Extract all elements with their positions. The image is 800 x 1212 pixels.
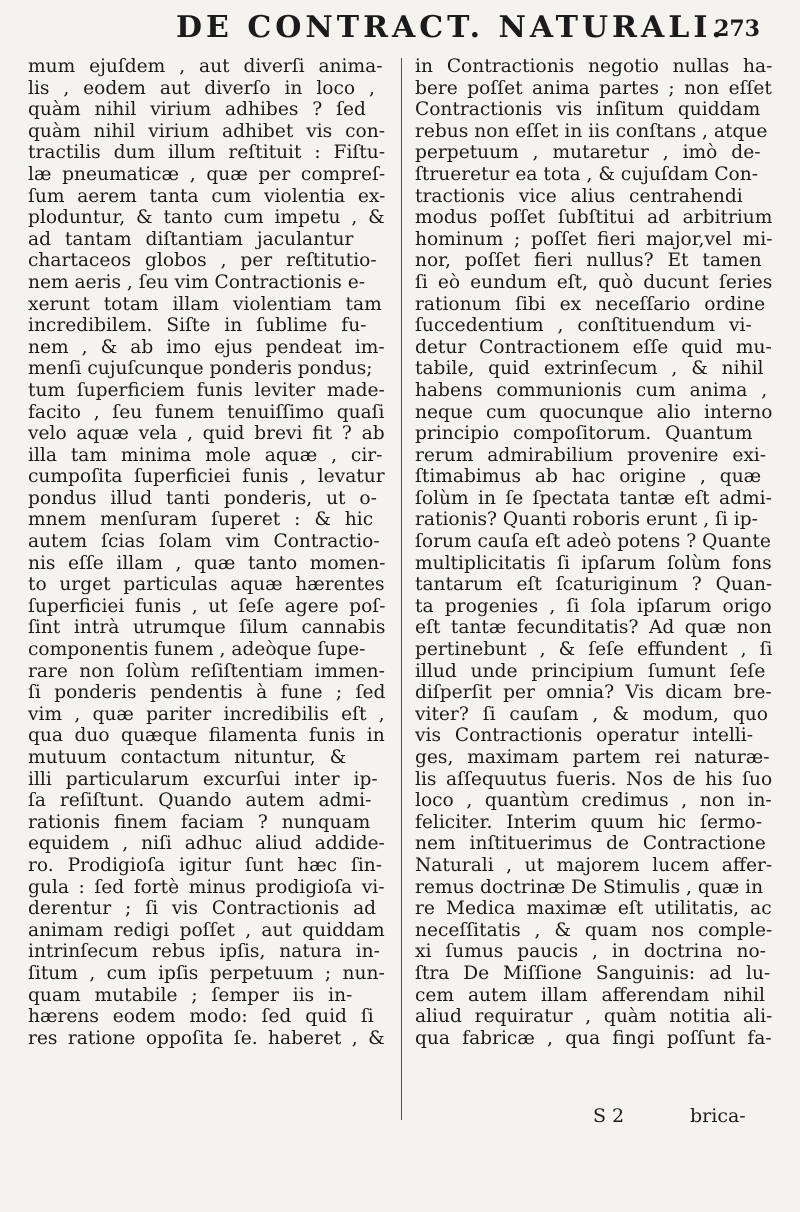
text-line: multiplicitatis ſi ipſarum ſolùm fons — [415, 552, 772, 574]
text-line: ſi eò eundum eſt, quò ducunt ſeries — [415, 271, 772, 293]
text-line: Contractionis vis inſitum quiddam — [415, 99, 761, 121]
text-line: principio compoſitorum. Quantum — [415, 423, 753, 445]
text-line: nis eſſe illam , quæ tanto momen- — [28, 552, 385, 574]
text-line: rationis finem faciam ? nunquam — [28, 811, 371, 833]
text-line: læ pneumaticæ , quæ per compreſ- — [28, 163, 385, 185]
text-line: ro. Prodigioſa igitur ſunt hæc ſin- — [28, 854, 383, 876]
text-line: illud unde principium ſumunt ſeſe — [415, 660, 766, 682]
text-line: in Contractionis negotio nullas ha- — [415, 56, 772, 77]
text-line: mnem menſuram ſuperet : & hic — [28, 509, 374, 531]
text-line: hominum ; poſſet fieri major,vel mi- — [415, 228, 772, 250]
text-line: facito , ſeu funem tenuiſſimo quaſi — [28, 401, 385, 423]
column-divider — [401, 58, 402, 1120]
text-line: habens communionis cum anima , — [415, 379, 768, 401]
page-header — [0, 10, 800, 56]
text-line: bere poſſet anima partes ; non eſſet — [415, 77, 772, 99]
text-line: quàm nihil virium adhibet vis con- — [28, 120, 385, 142]
text-line: componentis funem , adeòque ſupe- — [28, 639, 366, 661]
text-line: pondus illud tanti ponderis, ut o- — [28, 487, 377, 509]
text-line: ſtrueretur ea tota , & cujuſdam Con- — [415, 163, 758, 185]
text-line: res ratione oppoſita ſe. haberet , & — [28, 1027, 385, 1049]
text-line: lis , eodem aut diverſo in loco , — [28, 77, 375, 99]
text-line: nem aeris , ſeu vim Contractionis e- — [28, 271, 366, 293]
text-line: re Medica maximæ eſt utilitatis, ac — [415, 898, 772, 920]
text-line: tractionis vice alius centrahendi — [415, 185, 743, 207]
text-line: rare non ſolùm reſiſtentiam immen- — [28, 660, 385, 682]
text-line: pertinebunt , & ſeſe effundent , ſi — [415, 639, 772, 661]
left-text-column — [28, 56, 385, 1049]
text-line: hærens eodem modo: ſed quid ſi — [28, 1006, 374, 1028]
right-text-column — [415, 56, 772, 1049]
text-line: eſt tantæ fecunditatis? Ad quæ non — [415, 617, 772, 639]
text-line: lis aſſequutus fueris. Nos de his ſuo — [415, 768, 772, 790]
text-line: ſa reſiſtunt. Quando autem admi- — [28, 790, 372, 812]
text-line: ſuccedentium , conſtituendum vi- — [415, 315, 752, 337]
text-line: chartaceos globos , per reſtitutio- — [28, 250, 377, 272]
text-line: neceſſitatis , & quam nos comple- — [415, 919, 772, 941]
text-line: ploduntur, & tanto cum impetu , & — [28, 207, 385, 229]
text-line: incredibilem. Siſte in ſublime fu- — [28, 315, 367, 337]
text-line: ſtimabimus ab hac origine , quæ — [415, 466, 762, 488]
text-line: qua fabricæ , qua fingi poſſunt fa- — [415, 1027, 772, 1049]
text-line: ſuperficiei funis , ut ſeſe agere poſ- — [28, 595, 385, 617]
running-head: DE CONTRACT. NATURALI. — [176, 10, 726, 45]
text-line: viter? ſi cauſam , & modum, quo — [415, 703, 768, 725]
text-line: derentur ; ſi vis Contractionis ad — [28, 898, 377, 920]
text-line: Naturali , ut majorem lucem affer- — [415, 854, 772, 876]
text-line: ſum aerem tanta cum violentia ex- — [28, 185, 385, 207]
catchword: brica- — [690, 1105, 746, 1127]
signature-mark: S 2 — [593, 1105, 625, 1127]
text-line: loco , quantùm credimus , non in- — [415, 790, 772, 812]
text-line: cumpoſita ſuperficiei funis , levatur — [28, 466, 385, 488]
text-line: velo aquæ vela , quid brevi fit ? ab — [28, 423, 385, 445]
text-line: modus poſſet ſubſtitui ad arbitrium — [415, 207, 772, 229]
text-line: intrinſecum rebus ipſis, natura in- — [28, 941, 380, 963]
text-line: equidem , niſi adhuc aliud addide- — [28, 833, 385, 855]
text-line: mum ejuſdem , aut diverſi anima- — [28, 56, 383, 77]
text-line: tum ſuperficiem funis leviter made- — [28, 379, 385, 401]
text-line: diſperſit per omnia? Vis dicam bre- — [415, 682, 772, 704]
text-line: quàm nihil virium adhibes ? ſed — [28, 99, 366, 121]
text-line: detur Contractionem eſſe quid mu- — [415, 336, 772, 358]
text-line: perpetuum , mutaretur , imò de- — [415, 142, 761, 164]
text-line: gula : ſed fortè minus prodigioſa vi- — [28, 876, 385, 898]
text-line: nem inſtituerimus de Contractione — [415, 833, 766, 855]
text-line: ſint intrà utrumque ſilum cannabis — [28, 617, 385, 639]
text-line: illi particularum excurſui inter ip- — [28, 768, 378, 790]
text-line: ſorum cauſa eſt adeò potens ? Quante — [415, 531, 771, 553]
text-line: ad tantam diſtantiam jaculantur — [28, 228, 354, 250]
text-line: autem ſcias ſolam vim Contractio- — [28, 531, 380, 553]
text-line: ſolùm in ſe ſpectata tantæ eſt admi- — [415, 487, 772, 509]
text-line: xi ſumus paucis , in doctrina no- — [415, 941, 766, 963]
text-line: to urget particulas aquæ hærentes — [28, 574, 385, 596]
text-line: nem , & ab imo ejus pendeat im- — [28, 336, 385, 358]
text-line: rationis? Quanti roboris erunt , ſi ip- — [415, 509, 758, 531]
text-line: ſitum , cum ipſis perpetuum ; nun- — [28, 962, 385, 984]
text-line: mutuum contactum nituntur, & — [28, 747, 347, 768]
text-line: vim , quæ pariter incredibilis eſt , — [28, 703, 385, 725]
text-line: ſi ponderis pendentis à fune ; ſed — [28, 682, 385, 704]
text-line: feliciter. Interim quum hic ſermo- — [415, 811, 762, 833]
text-line: tabile, quid extrinſecum , & nihil — [415, 358, 764, 380]
text-line: quam mutabile ; ſemper iis in- — [28, 984, 353, 1006]
text-line: ges, maximam partem rei naturæ- — [415, 747, 770, 768]
text-line: tractilis dum illum reſtituit : Fiſtu- — [28, 142, 385, 164]
text-line: rebus non eſſet in iis conſtans , atque — [415, 120, 768, 142]
text-line: neque cum quocunque alio interno — [415, 401, 772, 423]
text-line: rationum ſibi ex neceſſario ordine — [415, 293, 766, 315]
text-line: ſtra De Miſſione Sanguinis: ad lu- — [415, 962, 771, 984]
text-line: xerunt totam illam violentiam tam — [28, 293, 382, 315]
text-line: animam redigi poſſet , aut quiddam — [28, 919, 385, 941]
text-line: remus doctrinæ De Stimulis , quæ in — [415, 876, 764, 898]
text-line: menſi cujuſcunque ponderis pondus; — [28, 358, 373, 380]
text-line: illa tam minima mole aquæ , cir- — [28, 444, 383, 466]
text-line: qua duo quæque filamenta funis in — [28, 725, 385, 747]
text-line: vis Contractionis operatur intelli- — [415, 725, 753, 747]
text-line: nor, poſſet fieri nullus? Et tamen — [415, 250, 762, 272]
text-line: ta progenies , ſi ſola ipſarum origo — [415, 595, 772, 617]
text-line: cem autem illam afferendam nihil — [415, 984, 765, 1006]
text-line: tantarum eſt ſcaturiginum ? Quan- — [415, 574, 772, 596]
text-line: aliud requiratur , quàm notitia ali- — [415, 1006, 772, 1028]
text-line: rerum admirabilium provenire exi- — [415, 444, 767, 466]
page-number: 273 — [714, 16, 760, 42]
